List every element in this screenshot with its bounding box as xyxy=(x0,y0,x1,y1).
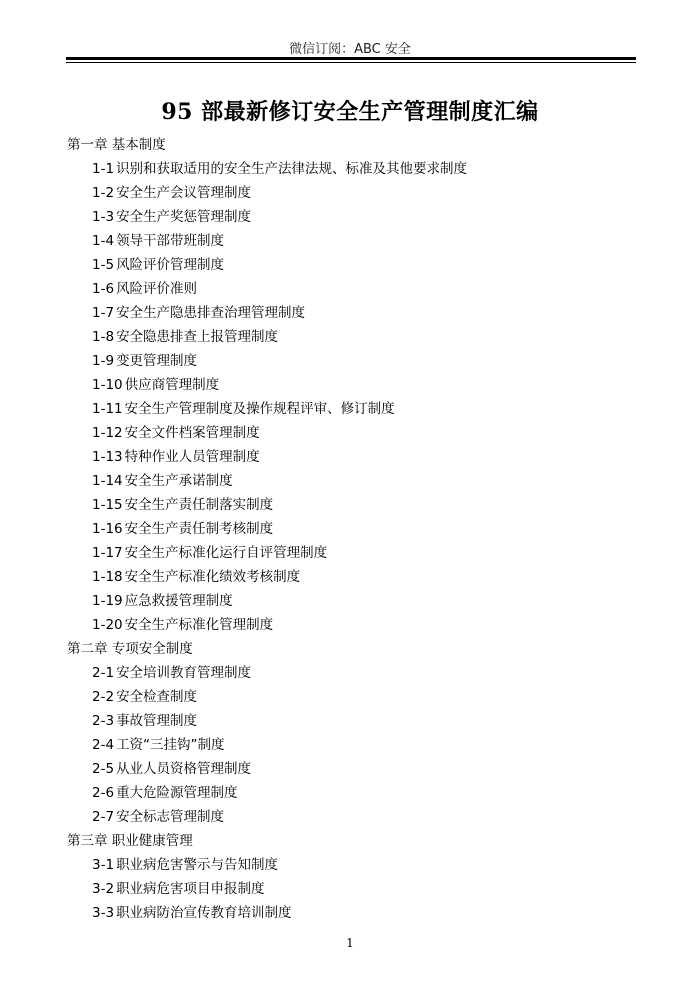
toc-item xyxy=(92,423,260,443)
toc-item-number: 1-18 xyxy=(92,569,123,585)
toc-item-title: 安全生产标准化运行自评管理制度 xyxy=(124,545,328,561)
toc-item xyxy=(92,807,224,827)
page-number: 1 xyxy=(346,936,354,950)
toc-item-number: 2-5 xyxy=(92,761,115,777)
toc-item-number: 2-4 xyxy=(92,737,115,753)
toc-item-title: 安全生产会议管理制度 xyxy=(116,185,252,201)
toc-item-number: 1-15 xyxy=(92,497,123,513)
toc-item xyxy=(92,303,305,323)
header-rule-thick xyxy=(66,57,636,60)
toc-item-title: 风险评价管理制度 xyxy=(116,257,225,273)
toc-item xyxy=(92,543,327,563)
toc-item-number: 1-6 xyxy=(92,281,115,297)
toc-item-number: 3-3 xyxy=(92,905,115,921)
toc-item xyxy=(92,231,224,251)
toc-item-number: 2-2 xyxy=(92,689,115,705)
toc-item-title: 安全检查制度 xyxy=(116,689,198,705)
toc-item-number: 2-7 xyxy=(92,809,115,825)
toc-item xyxy=(92,207,251,227)
toc-item-title: 职业病危害警示与告知制度 xyxy=(116,857,279,873)
toc-item xyxy=(92,879,265,899)
toc-item-title: 职业病防治宣传教育培训制度 xyxy=(116,905,292,921)
toc-item-title: 应急救援管理制度 xyxy=(124,593,233,609)
toc-item-number: 1-14 xyxy=(92,473,123,489)
toc-item-number: 1-17 xyxy=(92,545,123,561)
toc-item-title: 安全培训教育管理制度 xyxy=(116,665,252,681)
toc-item-title: 安全标志管理制度 xyxy=(116,809,225,825)
toc-item-number: 2-6 xyxy=(92,785,115,801)
toc-item-number: 1-16 xyxy=(92,521,123,537)
toc-item xyxy=(92,375,219,395)
toc-item xyxy=(92,471,233,491)
toc-item xyxy=(92,687,197,707)
toc-item xyxy=(92,327,278,347)
page-header: 微信订阅：ABC 安全 xyxy=(289,42,411,57)
toc-item xyxy=(92,255,224,275)
toc-item-number: 1-4 xyxy=(92,233,115,249)
toc-item xyxy=(92,159,467,179)
toc-item-number: 1-2 xyxy=(92,185,115,201)
toc-item-number: 1-12 xyxy=(92,425,123,441)
toc-item xyxy=(92,567,300,587)
toc-item-title: 安全生产责任制落实制度 xyxy=(124,497,274,513)
toc-item-title: 变更管理制度 xyxy=(116,353,198,369)
toc-item-title: 风险评价准则 xyxy=(116,281,198,297)
toc-item-number: 1-10 xyxy=(92,377,123,393)
chapter-heading: 第三章 职业健康管理 xyxy=(67,833,193,849)
header-rule-thin xyxy=(66,62,636,63)
toc-item-title: 安全生产奖惩管理制度 xyxy=(116,209,252,225)
toc-item xyxy=(92,519,273,539)
toc-item xyxy=(92,183,251,203)
toc-item xyxy=(92,279,197,299)
toc-item xyxy=(92,711,197,731)
toc-item-number: 1-7 xyxy=(92,305,115,321)
toc-item xyxy=(92,903,292,923)
toc-item xyxy=(92,495,273,515)
toc-item-title: 安全生产承诺制度 xyxy=(124,473,233,489)
toc-item-number: 1-11 xyxy=(92,401,123,417)
toc-item xyxy=(92,447,260,467)
toc-item xyxy=(92,615,273,635)
toc-item xyxy=(92,663,251,683)
toc-item-title: 供应商管理制度 xyxy=(124,377,220,393)
toc-item-title: 从业人员资格管理制度 xyxy=(116,761,252,777)
toc-item xyxy=(92,855,278,875)
toc-item-title: 安全生产管理制度及操作规程评审、修订制度 xyxy=(124,401,395,417)
toc-item-number: 3-2 xyxy=(92,881,115,897)
toc-item-title: 安全隐患排查上报管理制度 xyxy=(116,329,279,345)
toc-item-number: 1-8 xyxy=(92,329,115,345)
toc-item xyxy=(92,351,197,371)
toc-item-number: 1-19 xyxy=(92,593,123,609)
toc-item xyxy=(92,399,395,419)
toc-item-title: 安全生产责任制考核制度 xyxy=(124,521,274,537)
toc-item-title: 领导干部带班制度 xyxy=(116,233,225,249)
toc-item-title: 安全生产标准化管理制度 xyxy=(124,617,274,633)
toc-item-number: 1-20 xyxy=(92,617,123,633)
toc-item xyxy=(92,735,225,755)
toc-item-number: 1-13 xyxy=(92,449,123,465)
toc-item-number: 2-3 xyxy=(92,713,115,729)
toc-item-title: 工资“三挂钩”制度 xyxy=(116,737,225,753)
toc-item-number: 2-1 xyxy=(92,665,115,681)
toc-item-title: 重大危险源管理制度 xyxy=(116,785,238,801)
toc-item-title: 安全生产标准化绩效考核制度 xyxy=(124,569,301,585)
toc-item-title: 特种作业人员管理制度 xyxy=(124,449,260,465)
document-title: 95 部最新修订安全生产管理制度汇编 xyxy=(161,99,539,125)
toc-item xyxy=(92,759,251,779)
toc-item-title: 安全生产隐患排查治理管理制度 xyxy=(116,305,306,321)
toc-item-number: 1-3 xyxy=(92,209,115,225)
toc-item-number: 3-1 xyxy=(92,857,115,873)
toc-item-title: 事故管理制度 xyxy=(116,713,198,729)
chapter-heading: 第一章 基本制度 xyxy=(67,137,166,153)
toc-item-number: 1-1 xyxy=(92,161,115,177)
toc-item-number: 1-9 xyxy=(92,353,115,369)
toc-item-title: 安全文件档案管理制度 xyxy=(124,425,260,441)
toc-item xyxy=(92,783,238,803)
toc-item-number: 1-5 xyxy=(92,257,115,273)
toc-item xyxy=(92,591,233,611)
toc-item-title: 识别和获取适用的安全生产法律法规、标准及其他要求制度 xyxy=(116,161,468,177)
chapter-heading: 第二章 专项安全制度 xyxy=(67,641,193,657)
toc-item-title: 职业病危害项目申报制度 xyxy=(116,881,265,897)
